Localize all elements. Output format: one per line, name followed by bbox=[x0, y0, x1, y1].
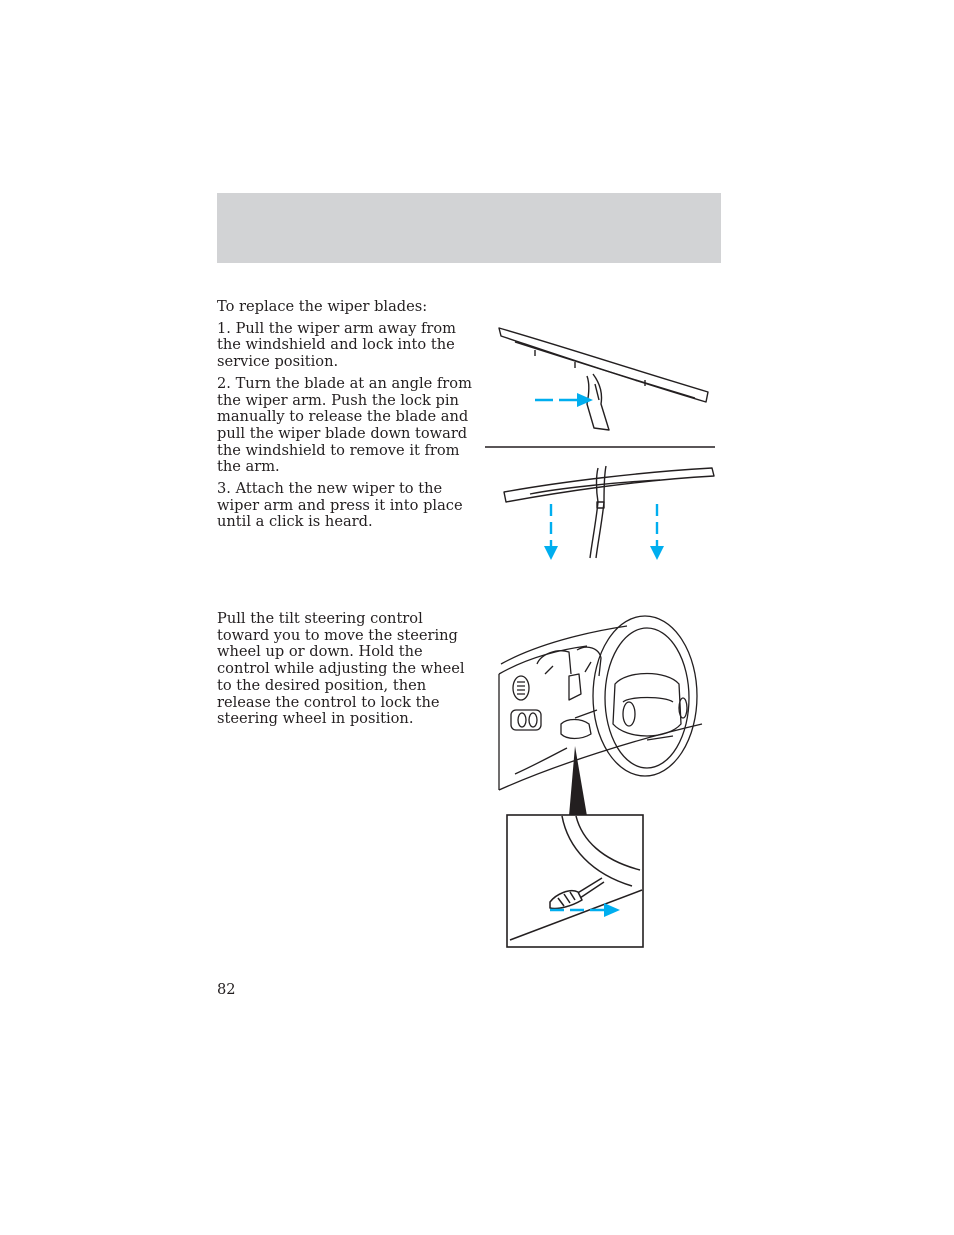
wiper-step-1: 1. Pull the wiper arm away from the windshield and lock into the service position. bbox=[217, 319, 456, 371]
tilt-steering-instructions bbox=[217, 611, 472, 733]
push-arrow-icon bbox=[577, 393, 593, 407]
wiper-step-2: 2. Turn the blade at an angle from the wiper arm. Push the lock pin manually to release the blade and pull the wiper blade down toward the windshield to remove it from the arm. bbox=[217, 374, 472, 476]
wiper-intro: To replace the wiper blades: bbox=[217, 298, 428, 315]
tilt-steering-dashboard-illustration bbox=[497, 614, 709, 816]
tilt-control-closeup-illustration bbox=[506, 814, 644, 948]
figure-divider bbox=[485, 445, 717, 449]
tilt-steering-text: Pull the tilt steering control toward you to move the steering wheel up or down. Hold the control while adjusting the wheel to the desired position, then release the control to lock the steering wheel in position. bbox=[217, 610, 465, 728]
page-number: 82 bbox=[217, 981, 236, 998]
down-arrow-icon bbox=[650, 546, 664, 560]
wiper-step-3: 3. Attach the new wiper to the wiper arm and press it into place until a click is heard. bbox=[217, 480, 463, 531]
wiper-blade-release-illustration bbox=[495, 322, 717, 434]
header-band bbox=[217, 193, 721, 263]
wiper-instructions bbox=[217, 299, 472, 536]
down-arrow-icon bbox=[544, 546, 558, 560]
wiper-blade-removal-illustration bbox=[500, 462, 720, 562]
callout-pointer bbox=[569, 746, 587, 816]
